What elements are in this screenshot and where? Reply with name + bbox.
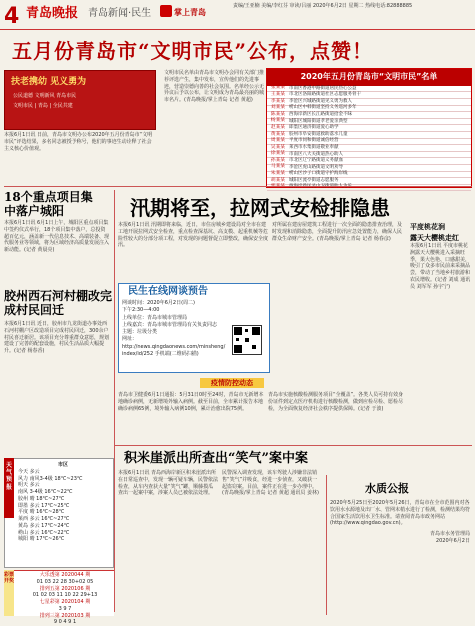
weather-item: 莱西 多云 16℃~27℃ <box>18 516 70 522</box>
weather-item: 崂山 多云 16℃~22℃ <box>18 529 70 536</box>
weather-item: 今天 多云 <box>18 468 40 475</box>
row-name: 朱某某 <box>270 171 286 177</box>
police-story-body-2: 民警深入调查发现，该车驾驶人涉嫌非法销售“笑气”并吸食，经进一步侦查，又破获一起盗窃案。目前，案件正在进一步办理中。(青岛晚报/掌上青岛 记者 黄超 通讯员 姜林) <box>222 470 319 497</box>
police-story-title: 积米崖派出所查出“笑气”案中案 <box>124 451 308 466</box>
police-story-body-1: 本报6月1日讯 青岛西海岸新区积米崖派出所在日常巡查中，发现一辆可疑车辆，民警依法检查，从车内查获大量“笑气”罐，顺藤摸瓜查出一起案中案，涉案人员已被依法处理。 <box>118 470 219 497</box>
lottery-item: 排列三第 2020103 期 <box>39 612 91 619</box>
weather-item: 黄岛 多云 17℃~24℃ <box>18 522 70 529</box>
row-desc: 平度市同和街道诚信经营 <box>289 138 339 144</box>
row-desc: 城阳区流亭街道志愿服务 <box>289 177 339 183</box>
banner-line-2: 文明市民 | 青岛 | 全民共建 <box>13 103 73 109</box>
banner-title: 扶老携幼 见义勇为 <box>11 77 87 87</box>
epidemic-body-2: 青岛市实施核酸检测服务项目“全覆盖”。各类人员可持有效身份证件到定点医疗机构进行核酸检测，做到应检尽检、愿检尽检，为全面恢复经济社会秩序提供保障。(记者 于波) <box>268 392 404 412</box>
live-chat-line: 网谈时间：2020年6月2日(周二) <box>122 300 195 306</box>
main-headline: 五月份青岛市“文明市民”公布，点赞！ <box>12 39 374 63</box>
row-name: 李某某 <box>270 98 286 104</box>
row-name: 刘某某 <box>270 105 286 111</box>
lottery-item: 排列五第 2020106 期 <box>39 585 91 592</box>
row-name: 杨某某 <box>270 118 286 124</box>
weather-item: 风力 南风3-4级 18℃~23℃ <box>18 475 83 482</box>
row-name: 胡某某 <box>270 177 286 183</box>
lottery-list <box>18 572 112 626</box>
qr-code-icon[interactable] <box>232 325 262 355</box>
lead-text: 文明市民名单由青岛市文明办会同有关部门推荐评选产生，集中发布，宣传他们的先进事迹，营造崇德向善的社会氛围。名单经公示无异议后予以公布，让文明成为青岛最亮丽的城市名片。(青岛晚报/掌上青岛 记者 黄超) <box>164 70 265 103</box>
lottery-item: 01 03 22 28 30+02 05 <box>36 578 94 585</box>
weather-tag: 天气预报 <box>4 458 14 518</box>
cherry-story-title-1: 平度桃花涧 <box>410 222 445 231</box>
row-desc: 市南区八大关街道热心助人 <box>289 151 343 157</box>
live-chat-line[interactable]: http://news.qingdaonews.com/minsheng/ <box>122 343 226 350</box>
live-chat-line: 网址： <box>122 336 138 343</box>
live-chat-title: 民生在线网谈预告 <box>128 286 208 297</box>
lottery-item: 大乐透第 2020044 期 <box>39 572 91 578</box>
lottery-item: 七星彩第 2020104 期 <box>39 599 91 605</box>
row-name: 孙某某 <box>270 157 286 163</box>
app-logo-icon <box>160 5 172 17</box>
live-chat-line: 主题：垃圾分类 <box>122 329 158 335</box>
weather-item: 平度 晴 16℃~28℃ <box>18 509 65 516</box>
civic-banner-image <box>4 70 156 130</box>
lottery-tag: 彩票开奖 <box>4 570 14 616</box>
row-name: 赵某某 <box>270 124 286 130</box>
row-name: 陈某某 <box>270 111 286 117</box>
weather-item: 即墨 多云 17℃~25℃ <box>18 502 70 509</box>
live-chat-line: 上线单位：青岛市城市管理局 <box>122 314 188 321</box>
epidemic-tag: 疫情防控动态 <box>200 378 264 388</box>
row-name: 徐某某 <box>270 151 286 157</box>
lottery-item: 9 0 4 9 1 <box>53 619 77 626</box>
water-report-text: 2020年5月25日至2020年5月26日，青岛市在全市范围内对各饮用水水源地及出厂水、管网末梢水进行了检测，检测结果均符合国家生活饮用水卫生标准。请查阅青岛市政务网站(http://www.qingdao.gov.cn)。 <box>330 500 471 527</box>
water-report-title: 水质公报 <box>365 482 409 495</box>
page-number: 4 <box>4 4 20 29</box>
flood-story-body-1: 本报6月1日讯 汛期即将来临，近日，市住房城乡建设局对全市在建工地开展拉网式安全检查，重点检查深基坑、高支模、起重机械等危险性较大的分部分项工程，对发现的问题督促立即整改，确保安全度汛。 <box>118 222 269 249</box>
epidemic-body-1: 青岛市卫健委6月1日通报：5月31日0时至24时，青岛市无新增本地确诊病例，无新增境外输入病例。截至目前，全市累计报告本地确诊病例65例，境外输入病例10例，累计治愈出院75例。 <box>118 392 264 412</box>
row-desc: 市南区香港中路街道居民热心公益 <box>289 85 357 91</box>
row-name: 黄某某 <box>270 131 286 137</box>
newspaper-logo: 青岛晚报 <box>26 6 79 21</box>
row-desc: 市北区洛阳路街道社区志愿服务骨干 <box>289 92 361 98</box>
weather-region: 市区 <box>57 462 68 468</box>
weather-item: 城阳 晴 17℃~26℃ <box>18 536 65 543</box>
lottery-item: 3 9 7 <box>58 605 72 612</box>
row-desc: 李沧区虎山路街道文明劝导 <box>289 164 343 170</box>
lead-paragraph: 本报6月1日讯 日前，青岛市文明办公布2020年五月份青岛市“文明市民”评选结果，多名同志被授予称号，他们的事迹生动诠释了社会主义核心价值观。 <box>4 132 153 152</box>
civic-list-table <box>266 68 472 188</box>
row-desc: 崂山区中韩街道坚持义务巡河多年 <box>289 105 357 111</box>
live-chat-line: index/id/252 手机端(二维码扫描) <box>122 350 199 357</box>
row-name: 周某某 <box>270 138 286 144</box>
row-name: 张某某 <box>270 85 286 91</box>
row-desc: 莱西市水集街道敬业奉献 <box>289 144 339 150</box>
lottery-item: 01 02 03 11 10 22 29+13 <box>32 592 98 599</box>
live-chat-line: 上线嘉宾：青岛市城市管理局有关负责同志 <box>122 321 218 328</box>
row-name: 马某某 <box>270 164 286 170</box>
row-desc: 城阳区城阳街道孝老爱亲典型 <box>289 118 348 124</box>
weather-item: 明天 多云 <box>18 482 40 489</box>
water-report-body <box>330 500 470 545</box>
story-18-title: 18个重点项目集中落户城阳 <box>4 190 93 219</box>
weather-item: 南风 3-4级 16℃~22℃ <box>18 489 73 495</box>
app-name: 掌上青岛 <box>174 8 206 17</box>
row-name: 王某某 <box>270 91 286 97</box>
row-name: 吴某某 <box>270 144 286 150</box>
story-jiaozhou-body: 本报6月1日讯 近日，胶州市九龙街道办事处西石河村棚户区改造项目完成村民回迁，300余户村民喜迁新居。该项目充分尊重群众意愿，规划建设了完善的配套设施，村民生活品质大幅提升。(记者 杨春香) <box>4 321 110 354</box>
edition-meta: 责编/王亚楠 美编/李红芬 审读/吕丽 2020年6月2日 星期二 热线电话:82888885 <box>233 3 413 9</box>
row-desc: 李沧区兴城路街道见义勇为救人 <box>289 98 352 104</box>
flood-story-body-2: 对所属在建房屋建筑工程进行一次全面的隐患排查治理，及时发现和消除隐患，全面提升防汛应急处置能力，确保人民群众生命财产安全。(青岛晚报/掌上青岛 记者 杨春彦) <box>272 222 403 242</box>
table-title: 2020年五月份青岛市“文明市民”名单 <box>267 69 471 86</box>
row-desc: 胶州市阜安街道救助落水儿童 <box>289 131 348 137</box>
weather-list <box>18 462 108 543</box>
section-title: 青岛新闻·民生 <box>88 8 152 19</box>
row-desc: 即墨区通济街道爱心助学 <box>289 125 339 131</box>
story-jiaozhou-title: 胶州西石河村棚改完成村民回迁 <box>4 289 113 318</box>
cherry-story-body: 本报6月1日讯 平度市桃花涧露天大樱桃进入采摘旺季，果大色艳、口感甜美，吸引了众多市民前来采摘品尝，带动了当地乡村旅游和农民增收。(记者 刘成 通讯员 刘军军 孙宇宁) <box>410 243 471 290</box>
cherry-story-title-2: 露天大樱桃走红 <box>410 233 459 242</box>
flood-story-title: 汛期将至，拉网式安检排隐患 <box>130 196 390 220</box>
row-desc: 市北区辽宁路街道义务献血 <box>289 158 343 164</box>
live-chat-line: 下午2:30—4:00 <box>122 307 160 314</box>
row-desc: 崂山区沙子口街道守护海岸线 <box>289 171 348 177</box>
banner-line-1: 公民道德 文明新风 青岛市民 <box>13 93 77 99</box>
row-desc: 西海岸新区长江路街道拾金不昧 <box>289 111 352 117</box>
story-18-body: 本报6月1日讯 6月1日上午，城阳区重点项目集中签约仪式举行，18个项目集中落户，总投资超百亿元，涵盖新一代信息技术、高端装备、现代服务业等领域，将为区域经济高质量发展注入新动能。(记者 黄晨亮) <box>4 220 110 253</box>
water-report-signature: 青岛市水务管理局 <box>429 531 470 537</box>
water-report-date: 2020年6月2日 <box>435 537 470 544</box>
weather-item: 胶州 晴 18℃~27℃ <box>18 495 65 502</box>
